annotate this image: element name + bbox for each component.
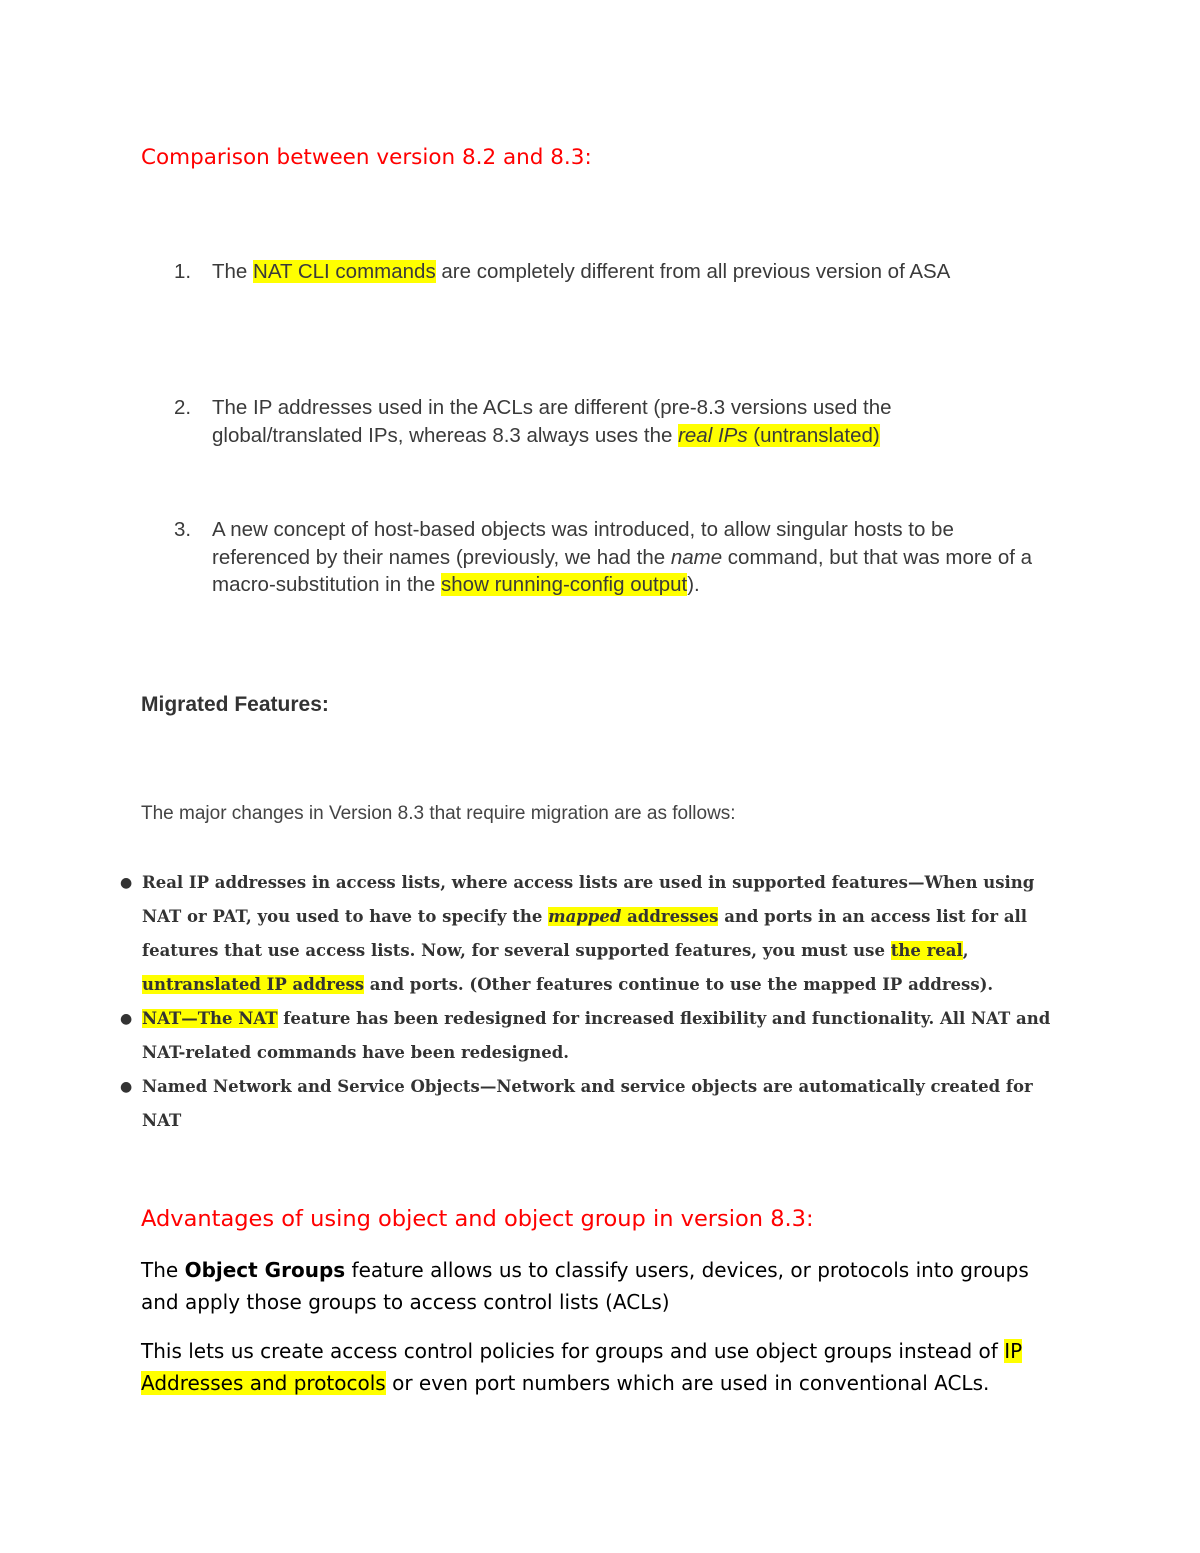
- text-run: The: [141, 1258, 185, 1282]
- text-run: A new concept of host-based objects was introduced, to allow singular hosts to be referenced by their names (previously, we had the: [212, 518, 954, 569]
- text-run: ).: [687, 573, 700, 596]
- object-groups-paragraph: [141, 1254, 1061, 1318]
- migration-bullet-list: [120, 866, 1070, 1138]
- text-run: Named Network and Service Objects—Network and service objects are automatically created for NAT: [142, 1077, 1033, 1130]
- item-number: 3.: [174, 518, 192, 541]
- migrated-features-heading: Migrated Features:: [141, 693, 329, 716]
- item-text: [212, 394, 1044, 449]
- bullet-icon: ●: [120, 1079, 133, 1095]
- text-run: command, but that was more of a macro-substitution in the: [212, 545, 1033, 596]
- bullet-item: [120, 866, 1070, 1002]
- numbered-item-1: [174, 258, 1044, 286]
- advantages-heading: Advantages of using object and object group in version 8.3:: [141, 1206, 814, 1232]
- bullet-icon: ●: [120, 875, 133, 891]
- text-run: The: [212, 260, 254, 283]
- bullet-item: [120, 1002, 1070, 1070]
- highlighted-text: addresses: [621, 907, 719, 926]
- highlighted-text: NAT—The NAT: [142, 1009, 278, 1028]
- highlighted-text: IP Addresses and protocols: [141, 1339, 1023, 1395]
- text-run: feature allows us to classify users, devices, or protocols into groups and apply those groups to access control lists (ACLs): [141, 1258, 1029, 1314]
- migration-intro: The major changes in Version 8.3 that require migration are as follows:: [141, 803, 736, 824]
- highlighted-text: show running-config output: [441, 573, 688, 596]
- bullet-icon: ●: [120, 1011, 133, 1027]
- text-run: feature has been redesigned for increased flexibility and functionality. All NAT and NAT-related commands have been redesigned.: [142, 1009, 1051, 1062]
- highlighted-italic-text: real IPs: [678, 423, 748, 447]
- text-run: and ports in an access list for all features that use access lists. Now, for several supported features, you must use: [142, 907, 1028, 960]
- highlighted-text: the real: [890, 941, 963, 960]
- bullet-item: [120, 1070, 1070, 1138]
- bold-text: Object Groups: [184, 1258, 346, 1282]
- text-run: and ports. (Other features continue to use the mapped IP address).: [364, 975, 994, 994]
- highlighted-text: (untranslated): [747, 423, 880, 447]
- numbered-item-3: [174, 516, 1044, 599]
- item-number: 2.: [174, 396, 192, 419]
- italic-text: name: [670, 545, 723, 569]
- numbered-item-2: [174, 394, 1044, 449]
- item-text: [212, 516, 1044, 599]
- highlighted-text: untranslated IP address: [142, 975, 365, 994]
- comparison-heading: Comparison between version 8.2 and 8.3:: [141, 145, 592, 170]
- text-run: Real IP addresses in access lists, where access lists are used in supported features—When using NAT or PAT, you used to have to specify the: [142, 873, 1035, 926]
- text-run: are completely different from all previous version of ASA: [435, 260, 951, 283]
- text-run: The IP addresses used in the ACLs are different (pre-8.3 versions used the global/translated IPs, whereas 8.3 always uses the: [212, 396, 892, 447]
- highlighted-italic-text: mapped: [548, 907, 622, 926]
- item-number: 1.: [174, 260, 192, 283]
- highlighted-text: NAT CLI commands: [253, 260, 436, 283]
- access-policies-paragraph: [141, 1335, 1061, 1399]
- text-run: This lets us create access control policies for groups and use object groups instead of: [141, 1339, 1005, 1363]
- text-run: ,: [962, 941, 969, 960]
- item-text: [212, 258, 1044, 286]
- text-run: or even port numbers which are used in conventional ACLs.: [385, 1371, 990, 1395]
